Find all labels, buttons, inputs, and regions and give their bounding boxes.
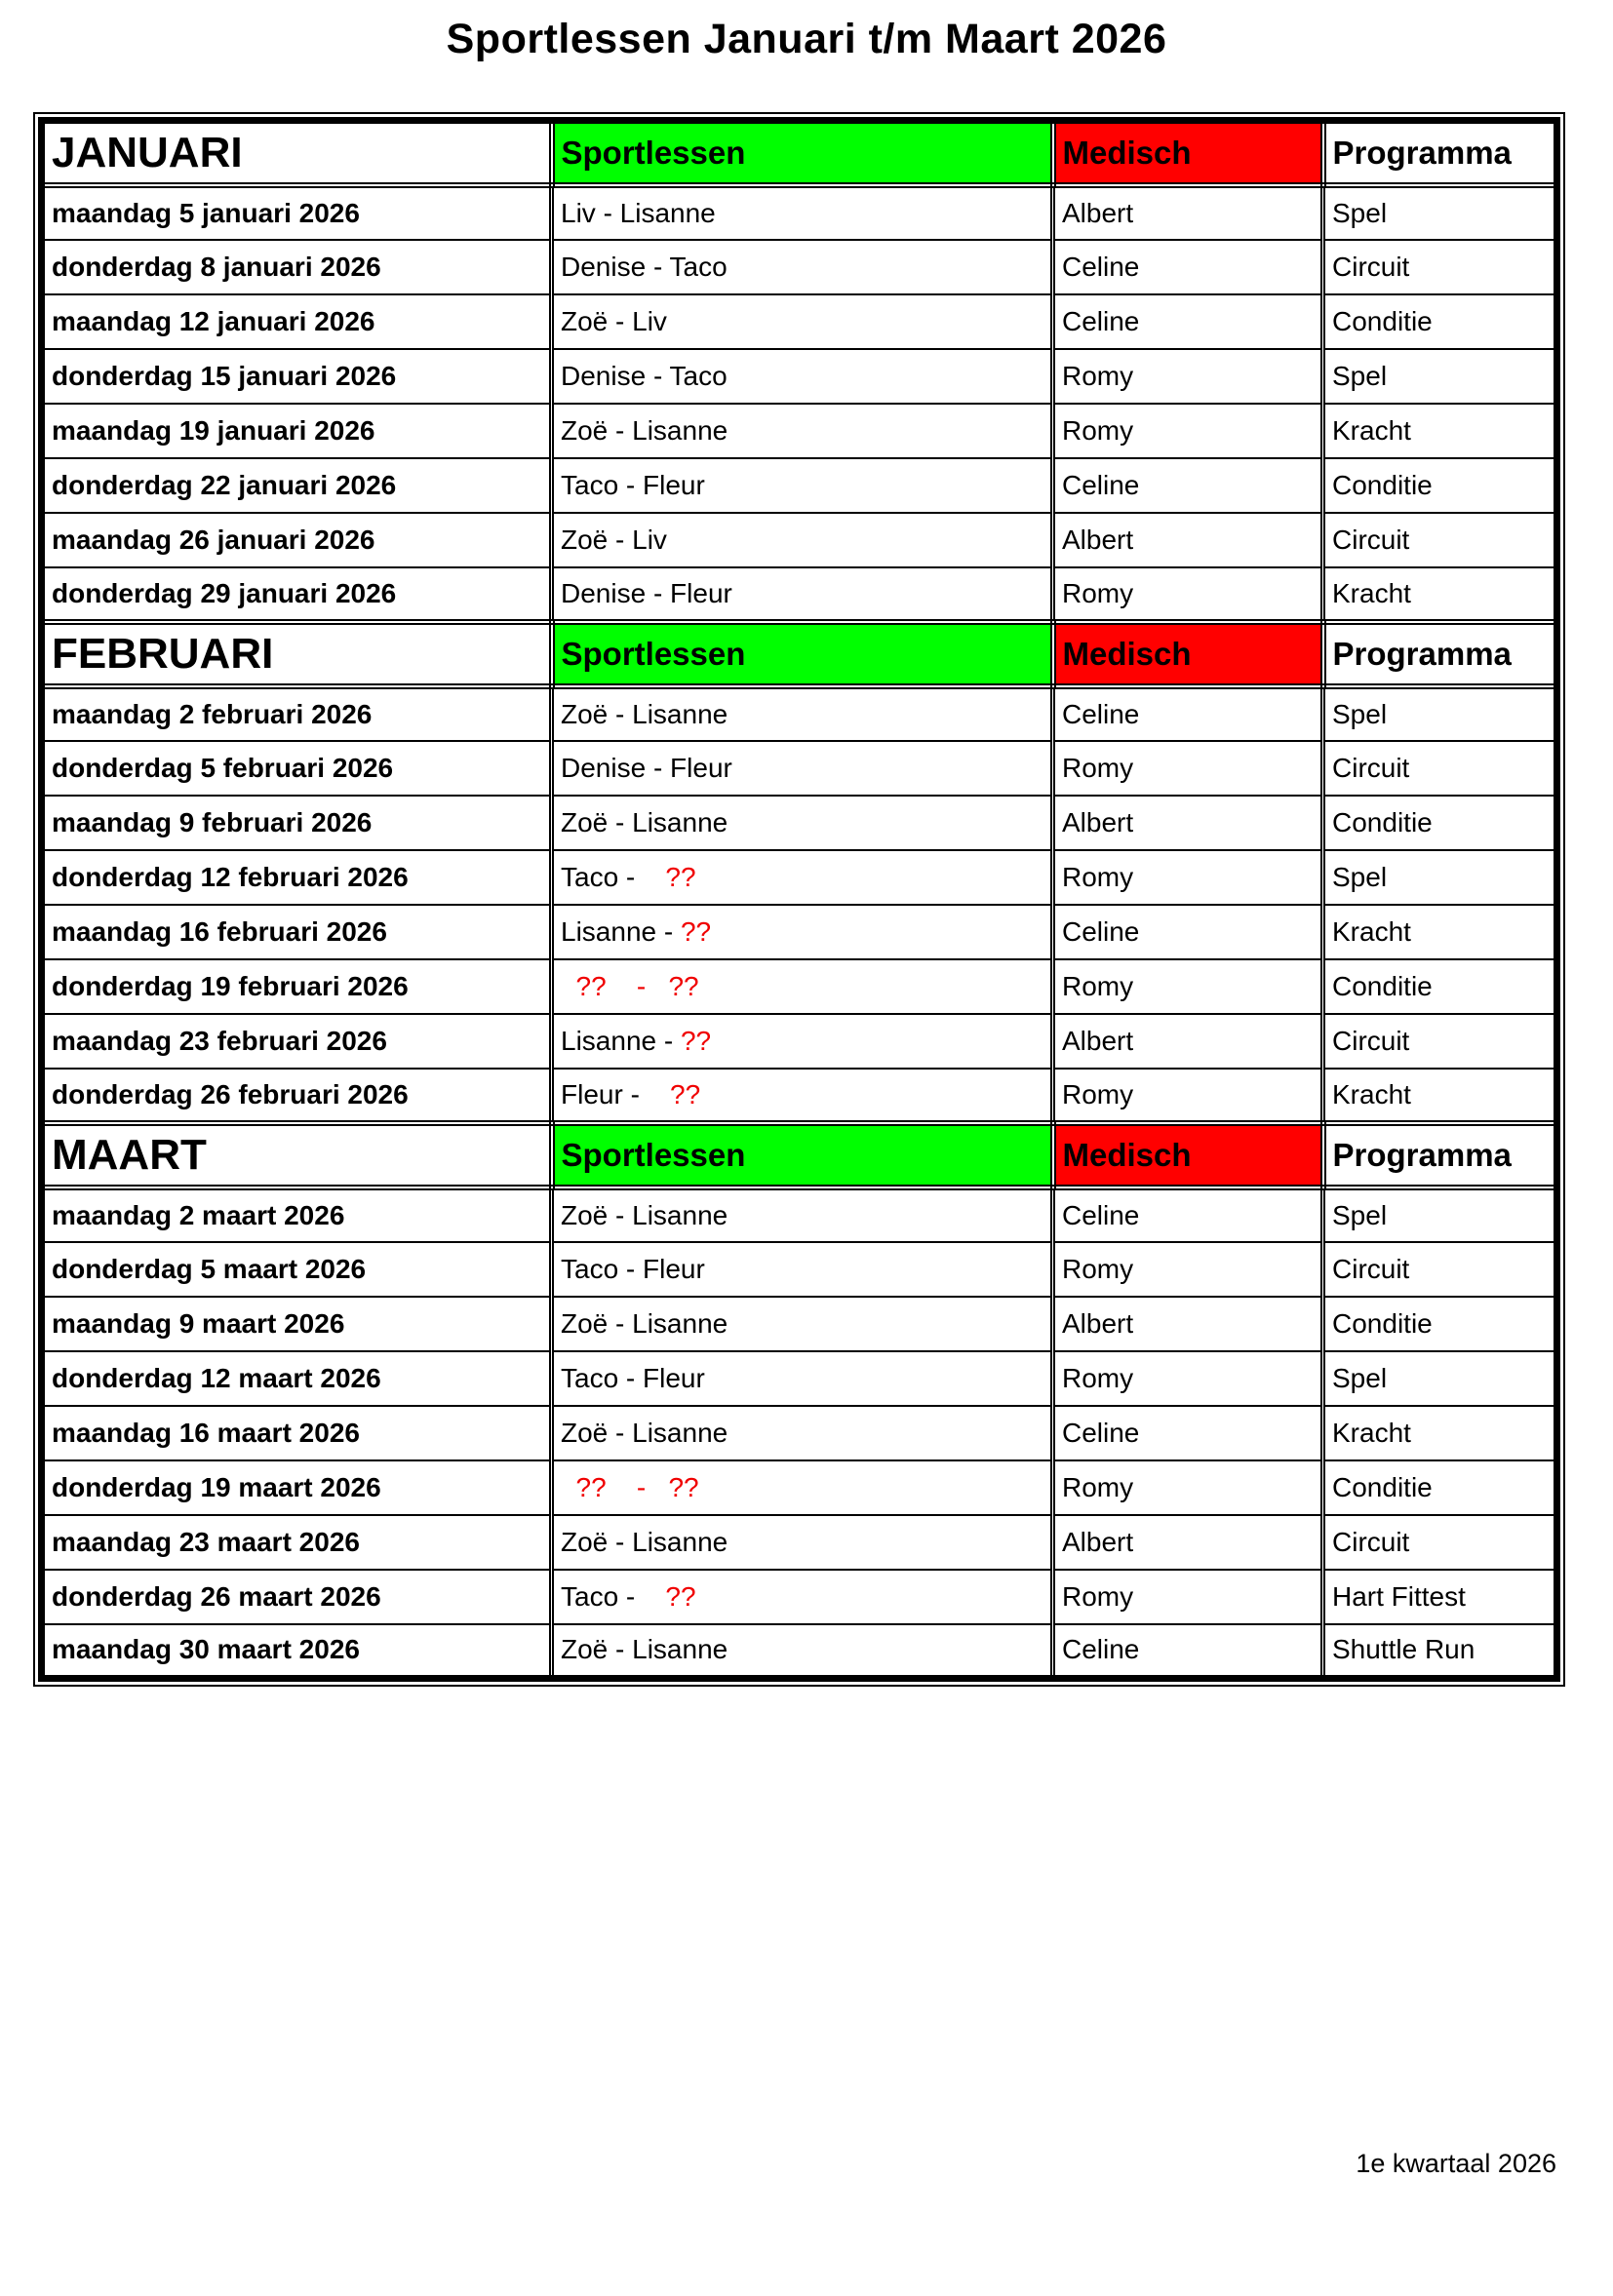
- sportlessen-cell: [552, 240, 1053, 294]
- programma-cell: Spel: [1323, 185, 1557, 240]
- sportlessen-cell: [552, 959, 1053, 1014]
- schedule-row: [42, 1406, 1557, 1460]
- sportlessen-cell: [552, 1242, 1053, 1297]
- schedule-row: [42, 905, 1557, 959]
- medisch-cell: Celine: [1053, 240, 1323, 294]
- programma-cell: Conditie: [1323, 959, 1557, 1014]
- month-name: JANUARI: [42, 121, 552, 185]
- header-programma: Programma: [1323, 121, 1557, 185]
- date-cell: donderdag 29 januari 2026: [42, 567, 552, 622]
- medisch-cell: Celine: [1053, 458, 1323, 513]
- trainer-names: Zoë - Lisanne: [561, 414, 728, 446]
- sportlessen-cell: [552, 905, 1053, 959]
- header-medisch: Medisch: [1053, 1123, 1323, 1187]
- sportlessen-cell: [552, 741, 1053, 796]
- programma-cell: Spel: [1323, 686, 1557, 741]
- medisch-cell: Celine: [1053, 686, 1323, 741]
- date-cell: maandag 2 maart 2026: [42, 1187, 552, 1242]
- trainer-names: Zoë - Lisanne: [561, 1634, 728, 1665]
- unknown-placeholder: ??: [680, 1025, 712, 1056]
- trainer-names: Zoë - Lisanne: [561, 698, 728, 729]
- unknown-placeholder: ?? - ??: [561, 970, 699, 1001]
- schedule-row: [42, 185, 1557, 240]
- medisch-cell: Romy: [1053, 1570, 1323, 1624]
- medisch-cell: Celine: [1053, 294, 1323, 349]
- schedule-row: [42, 686, 1557, 741]
- programma-cell: Hart Fittest: [1323, 1570, 1557, 1624]
- header-medisch: Medisch: [1053, 121, 1323, 185]
- sportlessen-cell: [552, 1570, 1053, 1624]
- medisch-cell: Romy: [1053, 741, 1323, 796]
- date-cell: donderdag 5 februari 2026: [42, 741, 552, 796]
- sportlessen-cell: [552, 1014, 1053, 1069]
- programma-cell: Shuttle Run: [1323, 1624, 1557, 1679]
- date-cell: donderdag 5 maart 2026: [42, 1242, 552, 1297]
- medisch-cell: Romy: [1053, 850, 1323, 905]
- programma-cell: Circuit: [1323, 513, 1557, 567]
- date-cell: maandag 16 februari 2026: [42, 905, 552, 959]
- trainer-names: Zoë - Lisanne: [561, 1307, 728, 1339]
- programma-cell: Circuit: [1323, 1014, 1557, 1069]
- header-programma: Programma: [1323, 622, 1557, 686]
- medisch-cell: Romy: [1053, 1069, 1323, 1123]
- schedule-table-frame: [33, 112, 1565, 1687]
- medisch-cell: Albert: [1053, 513, 1323, 567]
- sportlessen-cell: [552, 1187, 1053, 1242]
- medisch-cell: Romy: [1053, 404, 1323, 458]
- schedule-row: [42, 513, 1557, 567]
- schedule-row: [42, 850, 1557, 905]
- medisch-cell: Romy: [1053, 1460, 1323, 1515]
- medisch-cell: Albert: [1053, 1515, 1323, 1570]
- trainer-names: Lisanne -: [561, 915, 681, 947]
- programma-cell: Circuit: [1323, 741, 1557, 796]
- sportlessen-cell: [552, 1069, 1053, 1123]
- programma-cell: Circuit: [1323, 1515, 1557, 1570]
- date-cell: donderdag 22 januari 2026: [42, 458, 552, 513]
- trainer-names: Liv - Lisanne: [561, 197, 716, 228]
- medisch-cell: Romy: [1053, 349, 1323, 404]
- medisch-cell: Albert: [1053, 185, 1323, 240]
- programma-cell: Spel: [1323, 1187, 1557, 1242]
- trainer-names: Denise - Fleur: [561, 752, 732, 783]
- schedule-row: [42, 458, 1557, 513]
- programma-cell: Kracht: [1323, 1406, 1557, 1460]
- trainer-names: Zoë - Liv: [561, 305, 667, 336]
- schedule-row: [42, 741, 1557, 796]
- sportlessen-cell: [552, 686, 1053, 741]
- medisch-cell: Celine: [1053, 1187, 1323, 1242]
- medisch-cell: Celine: [1053, 905, 1323, 959]
- trainer-names: Denise - Taco: [561, 251, 728, 282]
- header-medisch: Medisch: [1053, 622, 1323, 686]
- programma-cell: Kracht: [1323, 404, 1557, 458]
- header-sportlessen: Sportlessen: [552, 1123, 1053, 1187]
- trainer-names: Taco -: [561, 1580, 644, 1612]
- programma-cell: Circuit: [1323, 1242, 1557, 1297]
- schedule-table: [38, 117, 1560, 1682]
- month-name: MAART: [42, 1123, 552, 1187]
- date-cell: maandag 9 februari 2026: [42, 796, 552, 850]
- date-cell: donderdag 12 februari 2026: [42, 850, 552, 905]
- sportlessen-cell: [552, 349, 1053, 404]
- date-cell: maandag 12 januari 2026: [42, 294, 552, 349]
- month-header-row: [42, 1123, 1557, 1187]
- trainer-names: Zoë - Lisanne: [561, 1526, 728, 1557]
- date-cell: maandag 30 maart 2026: [42, 1624, 552, 1679]
- sportlessen-cell: [552, 1624, 1053, 1679]
- header-sportlessen: Sportlessen: [552, 622, 1053, 686]
- trainer-names: Taco - Fleur: [561, 1253, 705, 1284]
- unknown-placeholder: ?? - ??: [561, 1471, 699, 1502]
- trainer-names: Taco - Fleur: [561, 1362, 705, 1393]
- schedule-row: [42, 1570, 1557, 1624]
- header-sportlessen: Sportlessen: [552, 121, 1053, 185]
- sportlessen-cell: [552, 1297, 1053, 1351]
- trainer-names: Taco -: [561, 861, 644, 892]
- schedule-row: [42, 796, 1557, 850]
- programma-cell: Conditie: [1323, 1460, 1557, 1515]
- trainer-names: Taco - Fleur: [561, 469, 705, 500]
- footer-note: 1e kwartaal 2026: [1356, 2149, 1556, 2178]
- schedule-row: [42, 959, 1557, 1014]
- medisch-cell: Albert: [1053, 1297, 1323, 1351]
- medisch-cell: Romy: [1053, 1351, 1323, 1406]
- date-cell: maandag 26 januari 2026: [42, 513, 552, 567]
- date-cell: donderdag 12 maart 2026: [42, 1351, 552, 1406]
- sportlessen-cell: [552, 404, 1053, 458]
- programma-cell: Circuit: [1323, 240, 1557, 294]
- medisch-cell: Celine: [1053, 1406, 1323, 1460]
- date-cell: maandag 23 maart 2026: [42, 1515, 552, 1570]
- trainer-names: Zoë - Lisanne: [561, 806, 728, 837]
- sportlessen-cell: [552, 1406, 1053, 1460]
- trainer-names: Lisanne -: [561, 1025, 681, 1056]
- sportlessen-cell: [552, 185, 1053, 240]
- trainer-names: Denise - Fleur: [561, 577, 732, 608]
- sportlessen-cell: [552, 294, 1053, 349]
- sportlessen-cell: [552, 796, 1053, 850]
- medisch-cell: Albert: [1053, 796, 1323, 850]
- sportlessen-cell: [552, 1460, 1053, 1515]
- schedule-row: [42, 1460, 1557, 1515]
- date-cell: donderdag 8 januari 2026: [42, 240, 552, 294]
- date-cell: donderdag 19 februari 2026: [42, 959, 552, 1014]
- date-cell: maandag 2 februari 2026: [42, 686, 552, 741]
- trainer-names: Zoë - Lisanne: [561, 1199, 728, 1230]
- date-cell: donderdag 26 februari 2026: [42, 1069, 552, 1123]
- schedule-row: [42, 1351, 1557, 1406]
- schedule-row: [42, 240, 1557, 294]
- trainer-names: Fleur -: [561, 1078, 648, 1109]
- trainer-names: Zoë - Liv: [561, 524, 667, 555]
- sportlessen-cell: [552, 1515, 1053, 1570]
- medisch-cell: Romy: [1053, 567, 1323, 622]
- sportlessen-cell: [552, 513, 1053, 567]
- date-cell: donderdag 19 maart 2026: [42, 1460, 552, 1515]
- schedule-table-body: [42, 121, 1557, 1679]
- programma-cell: Conditie: [1323, 458, 1557, 513]
- programma-cell: Kracht: [1323, 567, 1557, 622]
- medisch-cell: Albert: [1053, 1014, 1323, 1069]
- date-cell: donderdag 15 januari 2026: [42, 349, 552, 404]
- programma-cell: Spel: [1323, 1351, 1557, 1406]
- month-name: FEBRUARI: [42, 622, 552, 686]
- programma-cell: Conditie: [1323, 796, 1557, 850]
- unknown-placeholder: ??: [647, 1078, 701, 1109]
- schedule-row: [42, 1624, 1557, 1679]
- programma-cell: Conditie: [1323, 1297, 1557, 1351]
- programma-cell: Kracht: [1323, 905, 1557, 959]
- sportlessen-cell: [552, 1351, 1053, 1406]
- schedule-row: [42, 567, 1557, 622]
- schedule-row: [42, 1242, 1557, 1297]
- unknown-placeholder: ??: [643, 1580, 696, 1612]
- date-cell: maandag 19 januari 2026: [42, 404, 552, 458]
- programma-cell: Spel: [1323, 349, 1557, 404]
- schedule-row: [42, 349, 1557, 404]
- programma-cell: Conditie: [1323, 294, 1557, 349]
- schedule-row: [42, 1515, 1557, 1570]
- header-programma: Programma: [1323, 1123, 1557, 1187]
- schedule-row: [42, 404, 1557, 458]
- date-cell: maandag 9 maart 2026: [42, 1297, 552, 1351]
- schedule-row: [42, 1297, 1557, 1351]
- month-header-row: [42, 121, 1557, 185]
- medisch-cell: Romy: [1053, 959, 1323, 1014]
- date-cell: maandag 16 maart 2026: [42, 1406, 552, 1460]
- page-title: Sportlessen Januari t/m Maart 2026: [446, 16, 1167, 62]
- schedule-row: [42, 1187, 1557, 1242]
- month-header-row: [42, 622, 1557, 686]
- programma-cell: Spel: [1323, 850, 1557, 905]
- unknown-placeholder: ??: [680, 915, 712, 947]
- trainer-names: Zoë - Lisanne: [561, 1417, 728, 1448]
- sportlessen-cell: [552, 458, 1053, 513]
- sportlessen-cell: [552, 567, 1053, 622]
- date-cell: maandag 5 januari 2026: [42, 185, 552, 240]
- programma-cell: Kracht: [1323, 1069, 1557, 1123]
- medisch-cell: Celine: [1053, 1624, 1323, 1679]
- unknown-placeholder: ??: [643, 861, 696, 892]
- date-cell: donderdag 26 maart 2026: [42, 1570, 552, 1624]
- schedule-row: [42, 1014, 1557, 1069]
- schedule-row: [42, 1069, 1557, 1123]
- trainer-names: Denise - Taco: [561, 360, 728, 391]
- schedule-row: [42, 294, 1557, 349]
- date-cell: maandag 23 februari 2026: [42, 1014, 552, 1069]
- medisch-cell: Romy: [1053, 1242, 1323, 1297]
- sportlessen-cell: [552, 850, 1053, 905]
